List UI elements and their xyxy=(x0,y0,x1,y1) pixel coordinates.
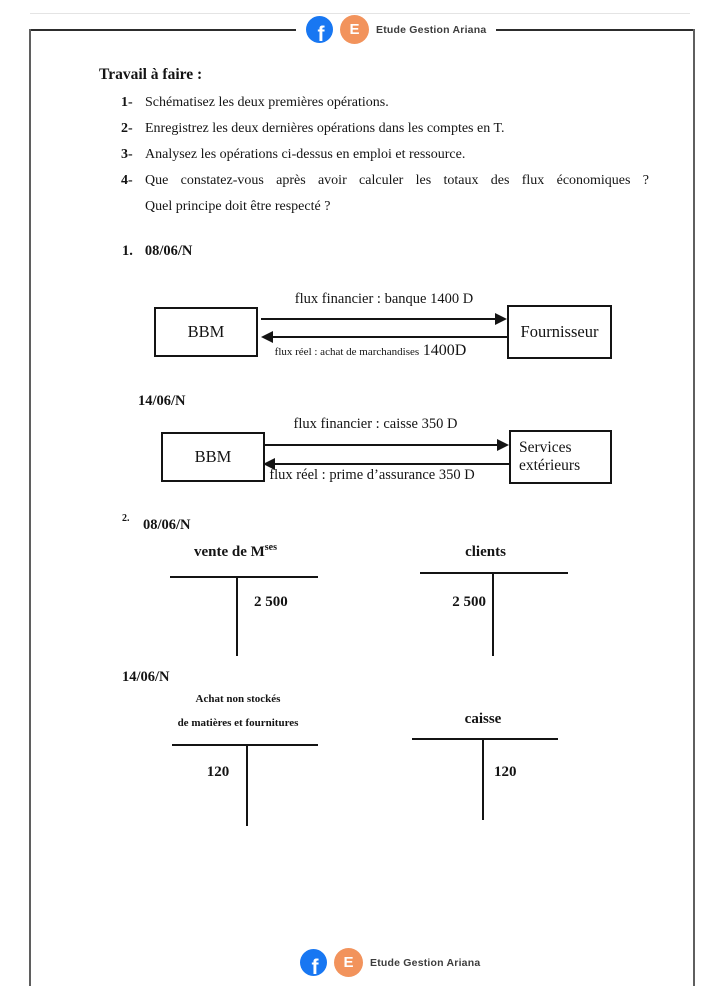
flow1-arrow-left-line xyxy=(272,336,507,338)
flow2-arrow-right-line xyxy=(263,444,497,446)
t-account-caisse-stem xyxy=(482,739,484,820)
services-line1: Services xyxy=(519,438,572,456)
flow1-arrow-right-line xyxy=(261,318,495,320)
t-account-caisse-topline xyxy=(412,738,558,740)
list-text: Que constatez-vous après avoir calculer les totaux des flux économiques ? xyxy=(145,173,649,188)
t-account-achat-stem xyxy=(246,745,248,826)
facebook-icon xyxy=(306,16,333,43)
list-number: 1- xyxy=(121,95,133,110)
services-exterieurs-box xyxy=(509,430,612,484)
flow2-top-label: flux financier : caisse 350 D xyxy=(293,416,458,432)
e-badge-letter: E xyxy=(349,21,360,38)
page-border-right xyxy=(693,29,695,986)
list-item-1 xyxy=(121,95,389,111)
e-badge-icon xyxy=(334,948,363,977)
t-account-achat-title-line1: Achat non stockés xyxy=(195,693,281,705)
t-account-vente-topline xyxy=(170,576,318,578)
brand-name: Etude Gestion Ariana xyxy=(376,23,487,36)
list-text: Enregistrez les deux dernières opérations dans les comptes en T. xyxy=(145,121,505,136)
section1-date2-heading xyxy=(138,393,186,410)
section1-date2: 14/06/N xyxy=(138,393,186,409)
t-title-sup: ses xyxy=(264,542,278,553)
list-number: 4- xyxy=(121,173,133,188)
services-line2: extérieurs xyxy=(519,457,581,474)
t-account-achat-debit-value: 120 xyxy=(206,764,230,780)
section1-heading xyxy=(122,243,192,260)
t-account-caisse-title: caisse xyxy=(464,711,502,727)
flow2-arrow-right-head xyxy=(497,439,509,451)
facebook-icon xyxy=(300,949,327,976)
t-account-achat-title-line2: de matières et fournitures xyxy=(177,717,299,729)
flow1-top-label: flux financier : banque 1400 D xyxy=(294,291,474,307)
list-text: Schématisez les deux premières opérations. xyxy=(145,95,389,110)
header-logo xyxy=(296,15,496,44)
list-item-2 xyxy=(121,121,504,137)
list-item-3 xyxy=(121,147,465,163)
t-account-clients-stem xyxy=(492,573,494,656)
list-item-4-line2 xyxy=(145,199,330,215)
t-account-achat-topline xyxy=(172,744,318,746)
section1-number: 1. xyxy=(122,243,133,259)
fournisseur-box: Fournisseur xyxy=(507,305,612,359)
brand-name: Etude Gestion Ariana xyxy=(370,956,481,969)
t-account-vente-credit-value: 2 500 xyxy=(254,594,288,610)
flow2-arrow-left-line xyxy=(274,463,509,465)
t-account-caisse-credit-value: 120 xyxy=(494,764,517,780)
t-account-clients-title: clients xyxy=(465,544,506,560)
flow2-bottom-label: flux réel : prime d’assurance 350 D xyxy=(269,467,475,483)
flow1-bottom-label xyxy=(248,342,493,360)
work-title: Travail à faire : xyxy=(99,66,203,83)
e-badge-icon xyxy=(340,15,369,44)
facebook-letter: f xyxy=(317,23,325,43)
page-border-left xyxy=(29,29,31,986)
flow1-bottom-text: flux réel : achat de marchandises xyxy=(274,346,420,358)
list-number: 2- xyxy=(121,121,133,136)
t-account-vente-title xyxy=(173,542,298,561)
flow1-arrow-right-head xyxy=(495,313,507,325)
section2-date2: 14/06/N xyxy=(122,669,170,685)
bbm-box-1: BBM xyxy=(154,307,258,357)
t-account-clients-debit-value: 2 500 xyxy=(452,594,486,610)
e-badge-letter: E xyxy=(343,954,354,971)
footer-logo xyxy=(290,948,490,977)
t-account-vente-stem xyxy=(236,577,238,656)
list-item-4 xyxy=(121,173,649,189)
t-account-clients-topline xyxy=(420,572,568,574)
page-top-edge xyxy=(30,13,690,14)
list-text: Analysez les opérations ci-dessus en emploi et ressource. xyxy=(145,147,466,162)
list-number: 3- xyxy=(121,147,133,162)
flow1-bottom-amount: 1400D xyxy=(422,342,467,359)
bbm-box-2: BBM xyxy=(161,432,265,482)
section1-date: 08/06/N xyxy=(144,243,193,259)
facebook-letter: f xyxy=(311,956,319,976)
list-text: Quel principe doit être respecté ? xyxy=(145,199,331,214)
section2-number: 2. xyxy=(122,513,130,524)
t-title-text: vente de M xyxy=(193,544,265,560)
section2-date: 08/06/N xyxy=(143,517,191,533)
